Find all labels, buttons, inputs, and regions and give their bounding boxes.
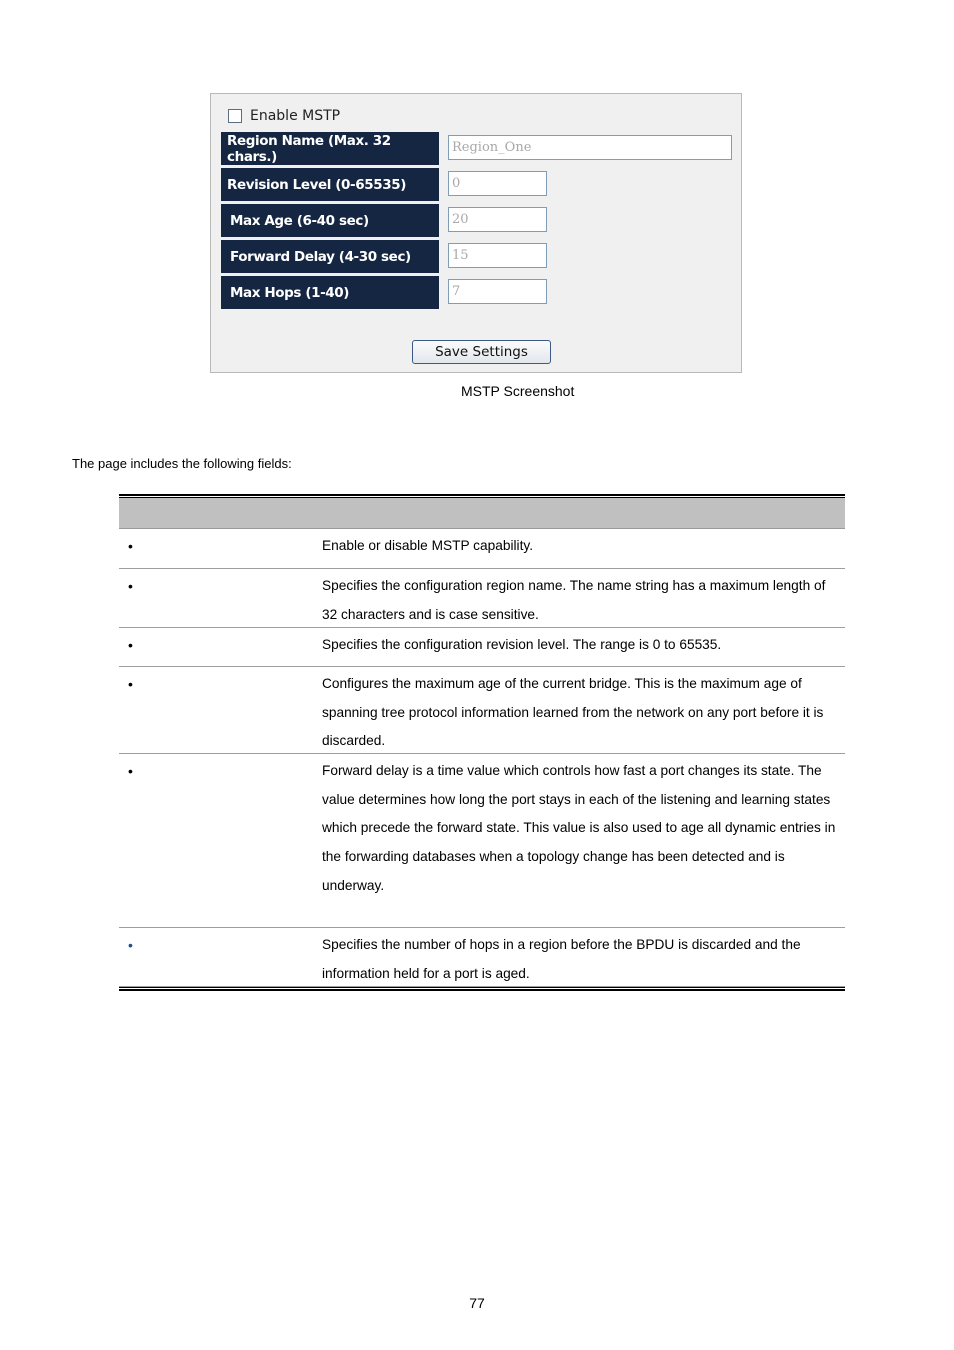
max-age-input[interactable] [448, 207, 547, 232]
row-description: Enable or disable MSTP capability. [322, 538, 533, 553]
region-name-input[interactable] [448, 135, 732, 160]
table-row [119, 754, 845, 928]
table-row [119, 928, 845, 987]
row-description: Specifies the configuration region name. The name string has a maximum length of 32 characters and is case sensitive. [322, 578, 826, 622]
row-bullet: • [128, 538, 133, 554]
page-number: 77 [469, 1295, 485, 1311]
row-description: Forward delay is a time value which controls how fast a port changes its state. The value determines how long the port stays in each of the listening and learning states which precede the forward state. This value is also used to age all dynamic entries in the forwarding databases when a topology change has been detected and is underway. [322, 763, 836, 893]
enable-mstp-label: Enable MSTP [250, 108, 341, 124]
figure-caption: MSTP Screenshot [461, 383, 575, 399]
table-row [119, 569, 845, 628]
table-row [119, 667, 845, 754]
row-bullet: • [128, 763, 133, 779]
revision-level-input[interactable] [448, 171, 547, 196]
revision-level-label: Revision Level (0-65535) [221, 168, 439, 201]
forward-delay-input[interactable] [448, 243, 547, 268]
row-bullet: • [128, 937, 133, 953]
enable-mstp-row[interactable] [228, 106, 340, 126]
row-description: Configures the maximum age of the current bridge. This is the maximum age of spanning tree protocol information learned from the network on any port before it is discarded. [322, 676, 824, 749]
max-hops-input[interactable] [448, 279, 547, 304]
mstp-settings-panel [210, 93, 742, 373]
row-bullet: • [128, 676, 133, 692]
region-name-label: Region Name (Max. 32 chars.) [221, 132, 439, 165]
max-age-label: Max Age (6-40 sec) [221, 204, 439, 237]
field-description-table [119, 494, 845, 991]
enable-mstp-checkbox[interactable] [228, 109, 242, 123]
table-row [119, 628, 845, 667]
row-bullet: • [128, 637, 133, 653]
intro-text: The page includes the following fields: [72, 456, 292, 471]
forward-delay-label: Forward Delay (4-30 sec) [221, 240, 439, 273]
row-description: Specifies the number of hops in a region before the BPDU is discarded and the information held for a port is aged. [322, 937, 801, 981]
table-row [119, 529, 845, 569]
max-hops-label: Max Hops (1-40) [221, 276, 439, 309]
table-header-row [119, 498, 845, 529]
row-bullet: • [128, 578, 133, 594]
save-settings-button[interactable]: Save Settings [412, 340, 551, 364]
row-description: Specifies the configuration revision level. The range is 0 to 65535. [322, 637, 722, 652]
